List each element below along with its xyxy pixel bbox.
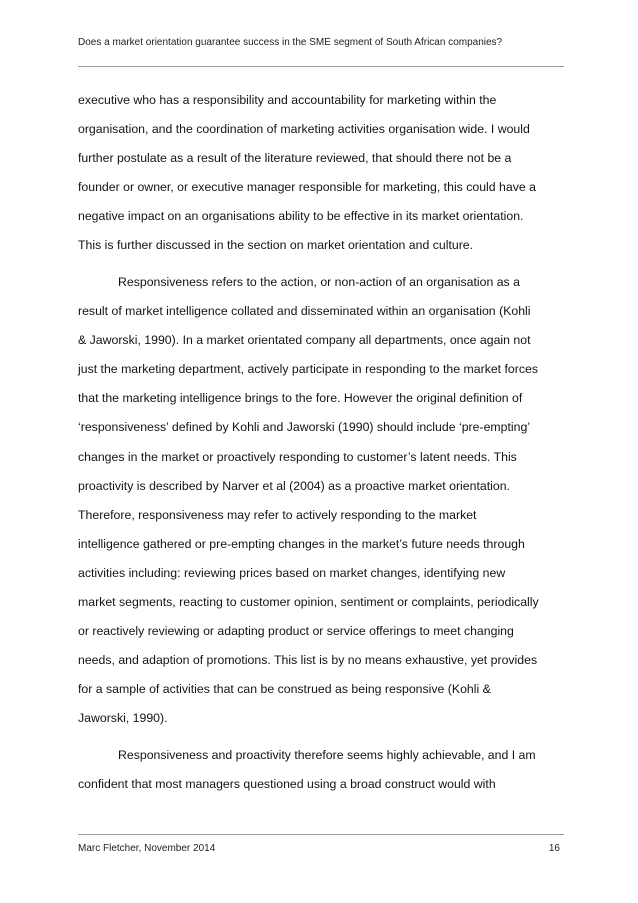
text-line: result of market intelligence collated and disseminated within an organisation (Kohli: [78, 304, 531, 318]
text-line: just the marketing department, actively participate in responding to the market forces: [78, 362, 538, 376]
text-line: founder or owner, or executive manager responsible for marketing, this could have a: [78, 180, 536, 194]
text-line: Responsiveness and proactivity therefore seems highly achievable, and I am: [118, 748, 536, 762]
text-line: or reactively reviewing or adapting product or service offerings to meet changing: [78, 624, 514, 638]
text-line: Responsiveness refers to the action, or non-action of an organisation as a: [118, 275, 520, 289]
text-line: activities including: reviewing prices based on market changes, identifying new: [78, 566, 506, 580]
text-line: & Jaworski, 1990). In a market orientated company all departments, once again not: [78, 333, 531, 347]
text-line: This is further discussed in the section on market orientation and culture.: [78, 238, 474, 252]
text-line: market segments, reacting to customer opinion, sentiment or complaints, periodically: [78, 595, 539, 609]
text-line: that the marketing intelligence brings to the fore. However the original definition of: [78, 391, 523, 405]
text-line: further postulate as a result of the literature reviewed, that should there not be a: [78, 151, 512, 165]
text-line: Therefore, responsiveness may refer to actively responding to the market: [78, 508, 477, 522]
text-line: organisation, and the coordination of marketing activities organisation wide. I would: [78, 122, 530, 136]
header-divider: [78, 66, 564, 67]
text-line: ‘responsiveness’ defined by Kohli and Jaworski (1990) should include ‘pre-empting’: [78, 420, 531, 434]
running-header: Does a market orientation guarantee success in the SME segment of South African companies?: [78, 37, 503, 48]
text-line: changes in the market or proactively responding to customer’s latent needs. This: [78, 450, 517, 464]
footer-author-date: Marc Fletcher, November 2014: [78, 843, 216, 854]
footer-divider: [78, 834, 564, 835]
text-line: negative impact on an organisations ability to be effective in its market orientation.: [78, 209, 524, 223]
text-line: confident that most managers questioned using a broad construct would with: [78, 777, 496, 791]
text-line: proactivity is described by Narver et al (2004) as a proactive market orientation.: [78, 479, 510, 493]
text-line: for a sample of activities that can be construed as being responsive (Kohli &: [78, 682, 491, 696]
text-line: intelligence gathered or pre-empting changes in the market’s future needs through: [78, 537, 525, 551]
text-line: needs, and adaption of promotions. This list is by no means exhaustive, yet provides: [78, 653, 538, 667]
text-line: executive who has a responsibility and accountability for marketing within the: [78, 93, 497, 107]
page-number: 16: [548, 843, 560, 854]
text-line: Jaworski, 1990).: [78, 711, 168, 725]
